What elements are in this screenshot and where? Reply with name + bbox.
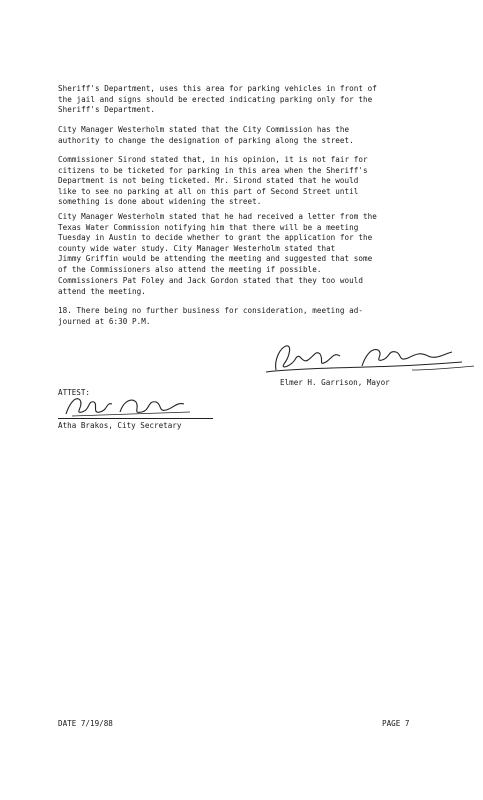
- text-line: Texas Water Commission notifying him that there will be a meeting: [58, 222, 359, 232]
- paragraph-water-commission: [58, 212, 426, 276]
- text-line: Tuesday in Austin to decide whether to grant the application for the: [58, 233, 373, 243]
- secretary-name: Atha Brakos, City Secretary: [58, 421, 182, 430]
- secretary-signature-line: [58, 418, 213, 419]
- text-line: the jail and signs should be erected indicating parking only for the: [58, 94, 373, 104]
- text-line: attend the meeting.: [58, 286, 146, 296]
- text-line: Sheriff's Department, uses this area for parking vehicles in front of: [58, 84, 377, 93]
- paragraph-adjournment: [58, 306, 426, 327]
- text-line: Department is not being ticketed. Mr. Sirond stated that he would: [58, 176, 359, 186]
- text-line: of the Commissioners also attend the meeting if possible.: [58, 264, 322, 274]
- text-line: like to see no parking at all on this part of Second Street until: [58, 186, 359, 196]
- paragraph-commissioner-sirond: [58, 155, 426, 208]
- paragraph-sheriff-parking: [58, 84, 426, 116]
- paragraph-commissioners-attend: [58, 276, 426, 297]
- text-line: Commissioners Pat Foley and Jack Gordon stated that they too would: [58, 276, 364, 285]
- paragraph-city-manager-authority: [58, 125, 426, 146]
- text-line: county wide water study. City Manager Westerholm stated that: [58, 243, 336, 253]
- footer-page-number: PAGE 7: [382, 719, 410, 728]
- mayor-name: Elmer H. Garrison, Mayor: [280, 378, 390, 387]
- text-line: Sheriff's Department.: [58, 105, 156, 115]
- text-line: City Manager Westerholm stated that the City Commission has the: [58, 125, 350, 134]
- text-line: citizens to be ticketed for parking in this area when the Sheriff's: [58, 165, 368, 175]
- text-line: Commissioner Sirond stated that, in his opinion, it is not fair for: [58, 155, 368, 164]
- text-line: 18. There being no further business for consideration, meeting ad-: [58, 306, 364, 315]
- text-line: City Manager Westerholm stated that he had received a letter from the: [58, 212, 377, 221]
- text-line: something is done about widening the street.: [58, 197, 262, 207]
- text-line: authority to change the designation of parking along the street.: [58, 135, 354, 145]
- text-line: journed at 6:30 P.M.: [58, 316, 151, 326]
- mayor-signature: [262, 340, 477, 380]
- text-line: Jimmy Griffin would be attending the meeting and suggested that some: [58, 254, 373, 264]
- attest-label: ATTEST:: [58, 388, 91, 397]
- footer-date: DATE 7/19/88: [58, 719, 113, 728]
- secretary-signature: [62, 392, 197, 420]
